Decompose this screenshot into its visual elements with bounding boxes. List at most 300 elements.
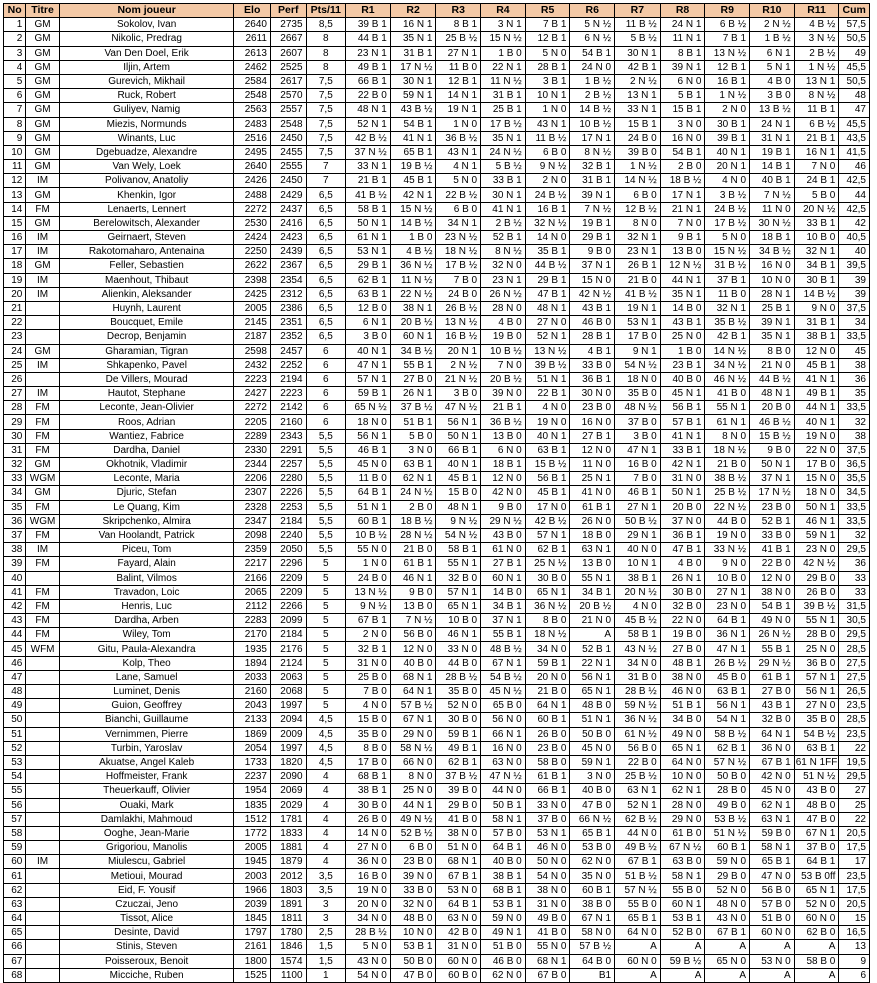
cell-round-3: 65 N 1: [436, 599, 481, 613]
cell-player-title: GM: [26, 32, 60, 46]
cell-round-2: 29 N 0: [390, 727, 436, 741]
cell-elo-rating: 1525: [234, 968, 271, 982]
cell-round-6: 5 N ½: [570, 18, 615, 32]
cell-round-3: 13 N ½: [436, 316, 481, 330]
cell-round-11: A: [794, 940, 839, 954]
cell-round-7: 27 N 1: [615, 500, 661, 514]
cell-elo-rating: 2283: [234, 614, 271, 628]
cell-points: 4: [306, 784, 346, 798]
cell-cumulative-score: 29,5: [839, 543, 870, 557]
cell-round-9: 7 B 1: [705, 32, 750, 46]
cell-round-3: 52 N 0: [436, 699, 481, 713]
cell-player-number: 50: [4, 713, 26, 727]
cell-cumulative-score: 36: [839, 372, 870, 386]
cell-round-6: 4 B 1: [570, 344, 615, 358]
cell-round-2: 52 B ½: [390, 826, 436, 840]
cell-round-8: 37 N 0: [660, 514, 705, 528]
cell-player-number: 42: [4, 599, 26, 613]
cell-round-11: 8 N ½: [794, 89, 839, 103]
cell-performance-rating: 2439: [270, 245, 306, 259]
cell-round-11: 63 B 1: [794, 741, 839, 755]
cell-round-3: 21 N ½: [436, 372, 481, 386]
cell-round-7: 12 B ½: [615, 202, 661, 216]
cell-points: 4: [306, 826, 346, 840]
cell-round-3: 26 B ½: [436, 301, 481, 315]
cell-round-2: 24 N ½: [390, 486, 436, 500]
cell-round-9: 59 N 0: [705, 855, 750, 869]
cell-performance-rating: 1833: [270, 826, 306, 840]
cell-player-title: GM: [26, 259, 60, 273]
cell-player-number: 37: [4, 528, 26, 542]
cell-round-11: 13 N 1: [794, 74, 839, 88]
cell-round-2: 39 N 0: [390, 869, 436, 883]
cell-cumulative-score: 30,5: [839, 614, 870, 628]
cell-round-7: 42 B 1: [615, 60, 661, 74]
cell-round-2: 30 N 1: [390, 74, 436, 88]
cell-round-4: 14 B 0: [481, 585, 526, 599]
cell-round-11: 36 B 0: [794, 656, 839, 670]
cell-performance-rating: 2525: [270, 60, 306, 74]
cell-round-2: 36 N ½: [390, 259, 436, 273]
cell-round-11: 53 B 0ff: [794, 869, 839, 883]
cell-round-11: 67 N 1: [794, 826, 839, 840]
cell-player-name: Desinte, David: [59, 926, 234, 940]
cell-round-4: 54 B ½: [481, 670, 526, 684]
cell-round-7: 26 B 1: [615, 259, 661, 273]
cell-round-4: 52 B 1: [481, 231, 526, 245]
cell-player-name: Luminet, Denis: [59, 685, 234, 699]
cell-round-10: 36 N 0: [750, 741, 795, 755]
cell-round-8: 63 B 0: [660, 855, 705, 869]
cell-round-7: 62 B ½: [615, 812, 661, 826]
cell-round-6: 67 N 1: [570, 912, 615, 926]
cell-round-6: B1: [570, 968, 615, 982]
cell-player-number: 47: [4, 670, 26, 684]
cell-player-name: Van Wely, Loek: [59, 160, 234, 174]
table-row: [4, 685, 870, 699]
cell-round-7: 67 B 1: [615, 855, 661, 869]
cell-player-title: [26, 812, 60, 826]
cell-round-6: 16 N 0: [570, 415, 615, 429]
cell-player-number: 7: [4, 103, 26, 117]
cell-round-8: 39 N 1: [660, 60, 705, 74]
cell-player-name: Bianchi, Guillaume: [59, 713, 234, 727]
cell-player-number: 41: [4, 585, 26, 599]
cell-round-8: 34 B 0: [660, 713, 705, 727]
table-row: [4, 472, 870, 486]
cell-round-5: 10 N 1: [525, 89, 570, 103]
cell-round-7: 6 B 0: [615, 188, 661, 202]
cell-elo-rating: 1935: [234, 642, 271, 656]
cell-round-5: 62 B 1: [525, 543, 570, 557]
cell-points: 5,5: [306, 429, 346, 443]
cell-performance-rating: 2124: [270, 656, 306, 670]
cell-round-11: 34 B 1: [794, 259, 839, 273]
cell-elo-rating: 2347: [234, 514, 271, 528]
cell-round-3: 54 N ½: [436, 528, 481, 542]
cell-round-4: 1 B 0: [481, 46, 526, 60]
cell-round-4: 25 B 1: [481, 103, 526, 117]
cell-round-6: 20 B ½: [570, 599, 615, 613]
table-row: [4, 585, 870, 599]
cell-round-7: 30 N 1: [615, 46, 661, 60]
cell-round-10: 64 N 1: [750, 727, 795, 741]
cell-player-title: [26, 798, 60, 812]
cell-player-title: GM: [26, 160, 60, 174]
cell-cumulative-score: 22: [839, 741, 870, 755]
cell-performance-rating: 2184: [270, 514, 306, 528]
cell-round-3: 45 B 1: [436, 472, 481, 486]
table-row: [4, 287, 870, 301]
cell-round-9: 5 N 0: [705, 231, 750, 245]
cell-round-1: 33 N 1: [346, 160, 391, 174]
cell-round-2: 28 N ½: [390, 528, 436, 542]
table-row: [4, 656, 870, 670]
cell-player-name: Eid, F. Yousif: [59, 883, 234, 897]
cell-cumulative-score: 33: [839, 585, 870, 599]
table-row: [4, 160, 870, 174]
cell-round-4: 41 N 1: [481, 202, 526, 216]
cell-points: 6,5: [306, 231, 346, 245]
cell-round-9: 25 B ½: [705, 486, 750, 500]
cell-round-9: 41 B 0: [705, 387, 750, 401]
cell-round-2: 19 B ½: [390, 160, 436, 174]
cell-round-11: 33 B 1: [794, 216, 839, 230]
cell-player-title: FM: [26, 528, 60, 542]
cell-round-7: 14 N ½: [615, 174, 661, 188]
cell-round-2: 62 N 1: [390, 472, 436, 486]
cell-round-10: 26 N ½: [750, 628, 795, 642]
cell-round-7: 11 B ½: [615, 18, 661, 32]
cell-round-10: 62 N 1: [750, 798, 795, 812]
cell-round-5: 54 N 0: [525, 869, 570, 883]
cell-round-4: 27 B 1: [481, 557, 526, 571]
cell-player-number: 27: [4, 387, 26, 401]
cell-round-7: 19 N 1: [615, 301, 661, 315]
cell-performance-rating: 2029: [270, 798, 306, 812]
cell-round-9: 52 N 0: [705, 883, 750, 897]
cell-round-10: 10 N 0: [750, 273, 795, 287]
cell-round-10: 56 B 0: [750, 883, 795, 897]
cell-round-3: 47 N ½: [436, 401, 481, 415]
cell-round-1: 12 B 0: [346, 301, 391, 315]
cell-round-5: 26 B 0: [525, 727, 570, 741]
cell-round-4: 5 B ½: [481, 160, 526, 174]
cell-round-4: 10 B ½: [481, 344, 526, 358]
cell-player-name: Gharamian, Tigran: [59, 344, 234, 358]
cell-round-1: 5 N 0: [346, 940, 391, 954]
cell-cumulative-score: 16,5: [839, 926, 870, 940]
cell-player-title: FM: [26, 415, 60, 429]
cell-round-3: 24 B 0: [436, 287, 481, 301]
cell-round-11: 45 B 1: [794, 358, 839, 372]
cell-round-10: 5 N 1: [750, 60, 795, 74]
cell-player-title: FM: [26, 500, 60, 514]
cell-round-7: 10 N 1: [615, 557, 661, 571]
cell-elo-rating: 2344: [234, 458, 271, 472]
cell-round-5: 59 B 1: [525, 656, 570, 670]
cell-round-8: 11 N 1: [660, 32, 705, 46]
cell-player-title: [26, 685, 60, 699]
cell-player-name: Balint, Vilmos: [59, 571, 234, 585]
table-row: [4, 89, 870, 103]
cell-round-7: 16 B 0: [615, 458, 661, 472]
cell-round-6: 2 B ½: [570, 89, 615, 103]
cell-round-6: 66 N ½: [570, 812, 615, 826]
cell-round-3: 12 B 1: [436, 74, 481, 88]
cell-round-11: 27 N 0: [794, 699, 839, 713]
cell-round-2: 42 N 1: [390, 188, 436, 202]
cell-round-8: 32 B 0: [660, 599, 705, 613]
cell-round-11: 58 B 0: [794, 954, 839, 968]
cell-elo-rating: 2328: [234, 500, 271, 514]
cell-round-10: 31 N 1: [750, 131, 795, 145]
cell-elo-rating: 2640: [234, 160, 271, 174]
cell-round-3: 55 N 1: [436, 557, 481, 571]
cell-round-5: 35 B 1: [525, 245, 570, 259]
cell-round-2: 15 N ½: [390, 202, 436, 216]
cell-player-name: Van Hoolandt, Patrick: [59, 528, 234, 542]
cell-elo-rating: 1966: [234, 883, 271, 897]
cell-points: 7,5: [306, 131, 346, 145]
cell-player-number: 45: [4, 642, 26, 656]
cell-round-6: 18 B 0: [570, 528, 615, 542]
cell-round-3: 5 N 0: [436, 174, 481, 188]
cell-player-name: Sokolov, Ivan: [59, 18, 234, 32]
cell-round-7: 53 N 1: [615, 316, 661, 330]
cell-player-number: 14: [4, 202, 26, 216]
cell-round-1: 37 N ½: [346, 145, 391, 159]
cell-round-7: 31 B 0: [615, 670, 661, 684]
cell-round-5: 49 B 0: [525, 912, 570, 926]
cell-round-8: 54 B 1: [660, 145, 705, 159]
cell-round-10: 38 N 0: [750, 585, 795, 599]
cell-round-7: 56 B 0: [615, 741, 661, 755]
cell-player-name: Boucquet, Emile: [59, 316, 234, 330]
cell-performance-rating: 2209: [270, 585, 306, 599]
cell-player-title: [26, 869, 60, 883]
cell-round-11: 4 B ½: [794, 18, 839, 32]
table-row: [4, 798, 870, 812]
cell-round-8: 58 N 1: [660, 869, 705, 883]
cell-player-title: [26, 883, 60, 897]
cell-player-title: GM: [26, 216, 60, 230]
cell-round-1: 27 N 0: [346, 841, 391, 855]
cell-round-7: 48 N ½: [615, 401, 661, 415]
cell-points: 6: [306, 387, 346, 401]
cell-player-name: Micciche, Ruben: [59, 968, 234, 982]
cell-round-9: 60 B 1: [705, 841, 750, 855]
cell-round-5: 68 N 1: [525, 954, 570, 968]
cell-round-9: 12 B 1: [705, 60, 750, 74]
cell-player-name: Polivanov, Anatoliy: [59, 174, 234, 188]
cell-round-6: 10 B ½: [570, 117, 615, 131]
cell-player-title: WGM: [26, 472, 60, 486]
cell-round-7: 44 N 0: [615, 826, 661, 840]
cell-round-11: 42 N ½: [794, 557, 839, 571]
cell-round-2: 48 B 0: [390, 912, 436, 926]
cell-round-4: 49 N 1: [481, 926, 526, 940]
cell-round-6: 7 N ½: [570, 202, 615, 216]
column-header-performance-rating: Perf: [270, 4, 306, 18]
cell-performance-rating: 2176: [270, 642, 306, 656]
cell-performance-rating: 2090: [270, 770, 306, 784]
cell-round-8: 40 B 0: [660, 372, 705, 386]
cell-round-9: A: [705, 968, 750, 982]
cell-round-4: 36 B ½: [481, 415, 526, 429]
table-row: [4, 486, 870, 500]
cell-round-9: 61 N 1: [705, 415, 750, 429]
cell-round-9: 19 N 0: [705, 528, 750, 542]
cell-cumulative-score: 23,5: [839, 869, 870, 883]
cell-round-11: 57 N 1: [794, 670, 839, 684]
cell-round-8: 31 N 0: [660, 472, 705, 486]
table-row: [4, 60, 870, 74]
cell-round-4: 31 B 1: [481, 89, 526, 103]
cell-cumulative-score: 13: [839, 940, 870, 954]
cell-round-5: 39 B ½: [525, 358, 570, 372]
cell-round-7: 3 B 0: [615, 429, 661, 443]
cell-round-11: 14 B ½: [794, 287, 839, 301]
cell-elo-rating: 2432: [234, 358, 271, 372]
cell-round-7: 4 N 0: [615, 599, 661, 613]
cell-player-title: [26, 770, 60, 784]
cell-round-9: 1 N ½: [705, 89, 750, 103]
cell-round-7: 25 B ½: [615, 770, 661, 784]
cell-round-9: 30 B 1: [705, 117, 750, 131]
cell-round-10: 52 B 1: [750, 514, 795, 528]
cell-round-8: 60 N 1: [660, 897, 705, 911]
cell-player-title: [26, 316, 60, 330]
cell-round-9: 31 B ½: [705, 259, 750, 273]
cell-round-11: 29 B 0: [794, 571, 839, 585]
cell-round-4: 50 B 1: [481, 798, 526, 812]
cell-performance-rating: 2457: [270, 344, 306, 358]
cell-round-8: 48 B 1: [660, 656, 705, 670]
cell-round-5: 46 N 0: [525, 841, 570, 855]
cell-elo-rating: 2205: [234, 415, 271, 429]
cell-round-1: 6 N 1: [346, 316, 391, 330]
cell-round-4: 55 B 1: [481, 628, 526, 642]
cell-round-3: 20 N 1: [436, 344, 481, 358]
cell-round-10: 14 B 1: [750, 160, 795, 174]
cell-round-9: 26 B ½: [705, 656, 750, 670]
cell-cumulative-score: 46: [839, 160, 870, 174]
cell-round-2: 38 N 1: [390, 301, 436, 315]
cell-player-name: Feller, Sebastien: [59, 259, 234, 273]
cell-round-1: 2 N 0: [346, 628, 391, 642]
cell-cumulative-score: 34: [839, 316, 870, 330]
cell-player-name: Rakotomaharo, Antenaina: [59, 245, 234, 259]
cell-round-9: 6 B ½: [705, 18, 750, 32]
cell-round-1: 9 N ½: [346, 599, 391, 613]
cell-round-3: 58 B 1: [436, 543, 481, 557]
cell-round-9: 51 N ½: [705, 826, 750, 840]
cell-points: 3,5: [306, 883, 346, 897]
cell-round-9: 23 N 0: [705, 599, 750, 613]
cell-round-4: 29 N ½: [481, 514, 526, 528]
cell-round-10: 7 N ½: [750, 188, 795, 202]
cell-round-9: 39 B 1: [705, 131, 750, 145]
cell-round-4: 17 B ½: [481, 117, 526, 131]
cell-round-9: 46 N ½: [705, 372, 750, 386]
table-row: [4, 188, 870, 202]
cell-player-title: WFM: [26, 642, 60, 656]
cell-round-9: 54 N 1: [705, 713, 750, 727]
cell-player-title: [26, 656, 60, 670]
table-row: [4, 869, 870, 883]
cell-round-9: 13 N ½: [705, 46, 750, 60]
cell-round-4: 64 B 1: [481, 841, 526, 855]
cell-performance-rating: 2050: [270, 543, 306, 557]
cell-player-number: 53: [4, 755, 26, 769]
cell-player-name: Skripchenko, Almira: [59, 514, 234, 528]
cell-round-10: 33 B 0: [750, 528, 795, 542]
table-row: [4, 855, 870, 869]
cell-elo-rating: 1800: [234, 954, 271, 968]
cell-round-11: 64 B 1: [794, 855, 839, 869]
cell-round-6: 62 N 0: [570, 855, 615, 869]
cell-round-10: 16 N 0: [750, 259, 795, 273]
cell-player-title: [26, 926, 60, 940]
table-row: [4, 912, 870, 926]
cell-round-10: 67 B 1: [750, 755, 795, 769]
cell-round-8: 67 N ½: [660, 841, 705, 855]
cell-round-6: 21 N 0: [570, 614, 615, 628]
cell-cumulative-score: 15: [839, 912, 870, 926]
cell-cumulative-score: 25: [839, 798, 870, 812]
cell-player-name: Kolp, Theo: [59, 656, 234, 670]
table-row: [4, 387, 870, 401]
table-row: [4, 415, 870, 429]
cell-round-7: 32 N 1: [615, 231, 661, 245]
cell-round-1: 64 B 1: [346, 486, 391, 500]
cell-player-name: Travadon, Loic: [59, 585, 234, 599]
cell-round-8: 45 N 1: [660, 387, 705, 401]
cell-elo-rating: 2166: [234, 571, 271, 585]
cell-round-4: 20 B ½: [481, 372, 526, 386]
cell-round-2: 60 N 1: [390, 330, 436, 344]
cell-player-number: 39: [4, 557, 26, 571]
cell-performance-rating: 2266: [270, 599, 306, 613]
cell-round-10: 59 B 0: [750, 826, 795, 840]
column-header-player-number: No: [4, 4, 26, 18]
cell-performance-rating: 1997: [270, 699, 306, 713]
cell-player-number: 58: [4, 826, 26, 840]
cell-elo-rating: 2206: [234, 472, 271, 486]
cell-player-title: FM: [26, 429, 60, 443]
cell-cumulative-score: 31,5: [839, 599, 870, 613]
table-row: [4, 316, 870, 330]
cell-round-2: 18 B ½: [390, 514, 436, 528]
cell-points: 5: [306, 557, 346, 571]
cell-round-2: 3 N 0: [390, 443, 436, 457]
cell-player-name: Henris, Luc: [59, 599, 234, 613]
cell-elo-rating: 2640: [234, 18, 271, 32]
cell-player-title: [26, 784, 60, 798]
cell-elo-rating: 2426: [234, 174, 271, 188]
cell-round-8: 47 B 1: [660, 543, 705, 557]
cell-elo-rating: 2495: [234, 145, 271, 159]
cell-round-7: 49 B ½: [615, 841, 661, 855]
cell-round-3: 2 N ½: [436, 358, 481, 372]
cell-cumulative-score: 29,5: [839, 770, 870, 784]
cell-round-9: 33 N ½: [705, 543, 750, 557]
cell-points: 6: [306, 401, 346, 415]
cell-elo-rating: 1835: [234, 798, 271, 812]
cell-round-6: 65 B 1: [570, 826, 615, 840]
cell-player-name: Van Den Doel, Erik: [59, 46, 234, 60]
